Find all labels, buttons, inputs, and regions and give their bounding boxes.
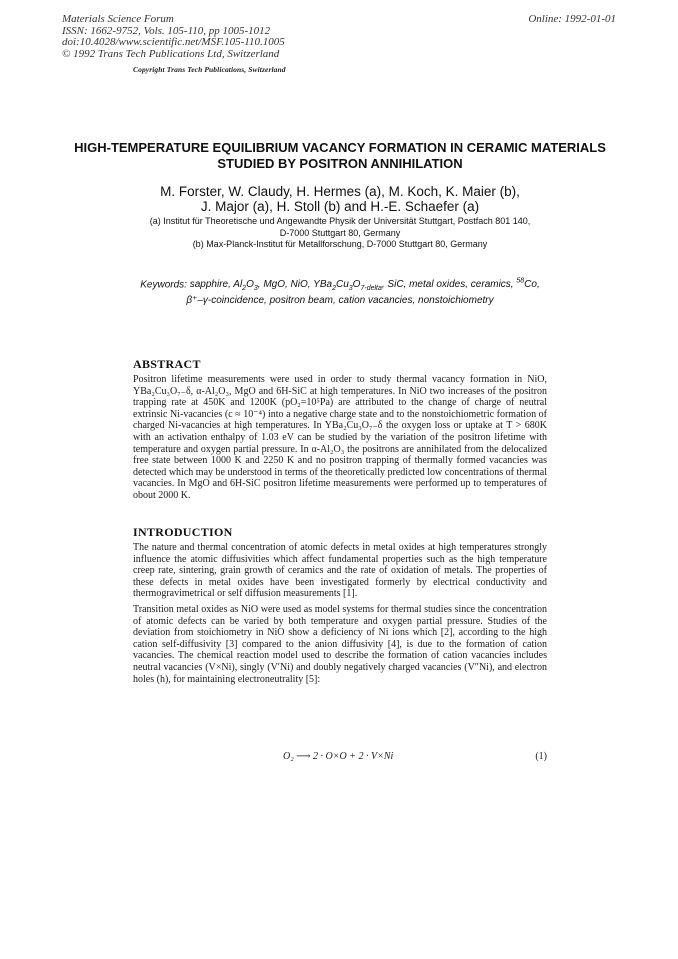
intro-paragraph-1: The nature and thermal concentration of atomic defects in metal oxides at high temperatures strongly influence the atomic diffusivities which affect fundamental properties such as the high temperature creep rate, sintering, grain growth of ceramics and the rate of oxidation of metals. The properties of these defects in metal oxides have been investigated formerly by electrical conductivity and thermogravimetrical or self diffusion measurements [1]. [133,542,547,600]
keywords [110,276,570,307]
affiliation-line: D-7000 Stuttgart 80, Germany [279,227,401,238]
issn-line: ISSN: 1662-9752, Vols. 105-110, pp 1005-1012 [62,24,271,37]
copyright-notice: Copyright Trans Tech Publications, Switzerland [133,65,286,74]
affiliations [70,216,610,251]
affiliation-line: (b) Max-Planck-Institut für Metallforschung, D-7000 Stuttgart 80, Germany [192,239,488,249]
online-date: Online: 1992-01-01 [528,13,616,25]
paper-title: HIGH-TEMPERATURE EQUILIBRIUM VACANCY FORMATION IN CERAMIC MATERIALS STUDIED BY POSITRON ANNIHILATION [74,140,606,171]
intro-paragraph-2: Transition metal oxides as NiO were used as model systems for thermal studies since the concentration of atomic defects can be varied by both temperature and oxygen partial pressure. Studies of the deviation from stoichiometry in NiO show a deficiency of Ni ions which [2], according to the high cation self-diffusivity [3] compared to the anion diffusivity [4], is due to the formation of cation vacancies. The chemical reaction model used to describe the formation of cation vacancies includes neutral vacancies (V×Ni), singly (V′Ni) and doubly negatively charged vacancies (V″Ni), and electron holes (h), for maintaining electroneutrality [5]: [133,603,547,685]
doi-link[interactable]: doi:10.4028/www.scientific.net/MSF.105-110.1005 [62,36,285,48]
equation-number: (1) [535,751,547,762]
author-line: J. Major (a), H. Stoll (b) and H.-E. Schaefer (a) [200,199,480,214]
keywords-text: sapphire, $Al_2O_3$, MgO, NiO, $YBa_2Cu_3O_{7-delta}$, SiC, metal oxides, ceramics, $^{58}$Co, [189,278,540,293]
affiliation-line: (a) Institut für Theoretische und Angewandte Physik der Universität Stuttgart, Postfach 801 140, [149,216,531,226]
author-list [70,184,610,214]
journal-header [62,14,285,60]
abstract-body [133,374,547,506]
journal-name: Materials Science Forum [62,13,174,25]
abstract-paragraph: Positron lifetime measurements were used in order to study thermal vacancy formation in NiO, YBa₂Cu₃O₇₋δ, α-Al₂O₃, MgO and 6H-SiC at high temperatures. In NiO two increases of the positron trapping rate at 450K and 1200K (pO₂=10⁵Pa) are attributed to the change of charge of neutral extrinsic Ni-vacancies (c ≈ 10⁻⁴) into a negative charge state and to the nonstoichiometric formation of charged Ni-vacancies at high temperatures. In YBa₂Cu₃O₇₋δ the oxygen loss or uptake at T > 680K with an activation enthalpy of 1.03 eV can be studied by the variation of the positron lifetime with temperature and oxygen partial pressure. In α-Al₂O₃ the positrons are annihilated from the delocalized free state between 1000 K and 2250 K and no positron trapping of thermally formed vacancies was detected which may be understood in terms of the theoretically predicted low concentrations of thermal vacancies. In MgO and 6H-SiC positron lifetime measurements were performed up to temperatures of obout 2000 K. [133,374,547,501]
equation-body: O₂ ⟶ 2 · O×O + 2 · V×Ni [283,751,394,762]
introduction-heading: INTRODUCTION [133,525,233,539]
copyright-line: © 1992 Trans Tech Publications Ltd, Switzerland [62,47,280,60]
introduction-body [133,542,547,689]
author-line: M. Forster, W. Claudy, H. Hermes (a), M. Koch, K. Maier (b), [160,184,520,199]
keywords-text-line2: β⁺–γ-coincidence, positron beam, cation vacancies, nonstoichiometry [186,295,494,307]
keywords-label: Keywords: [140,279,187,291]
abstract-heading: ABSTRACT [133,357,201,371]
